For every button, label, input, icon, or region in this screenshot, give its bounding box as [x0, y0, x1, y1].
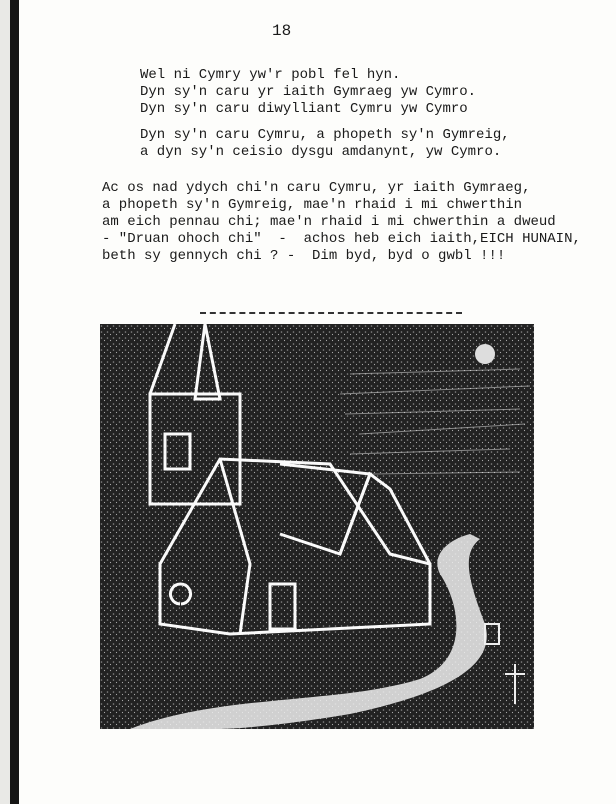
paragraph-line: a phopeth sy'n Gymreig, mae'n rhaid i mi chwerthin [102, 197, 523, 213]
poem-line: Dyn sy'n caru yr iaith Gymraeg yw Cymro. [140, 84, 477, 100]
scan-margin [0, 0, 10, 804]
poem-line: Dyn sy'n caru diwylliant Cymru yw Cymro [140, 101, 468, 117]
church-woodcut-illustration [100, 324, 534, 729]
poem-line: Dyn sy'n caru Cymru, a phopeth sy'n Gymreig, [140, 127, 510, 143]
poem-line: a dyn sy'n ceisio dysgu amdanynt, yw Cymro. [140, 144, 502, 160]
paragraph-line: beth sy gennych chi ? - Dim byd, byd o gwbl !!! [102, 248, 506, 264]
dashed-divider [200, 312, 462, 314]
binding-edge [10, 0, 19, 804]
poem-line: Wel ni Cymry yw'r pobl fel hyn. [140, 67, 401, 83]
page-number: 18 [272, 22, 292, 40]
moon [475, 344, 495, 364]
paragraph-line: am eich pennau chi; mae'n rhaid i mi chwerthin a dweud [102, 214, 556, 230]
paragraph-line: - "Druan ohoch chi" - achos heb eich iaith,EICH HUNAIN, [102, 231, 581, 247]
paragraph-line: Ac os nad ydych chi'n caru Cymru, yr iaith Gymraeg, [102, 180, 531, 196]
